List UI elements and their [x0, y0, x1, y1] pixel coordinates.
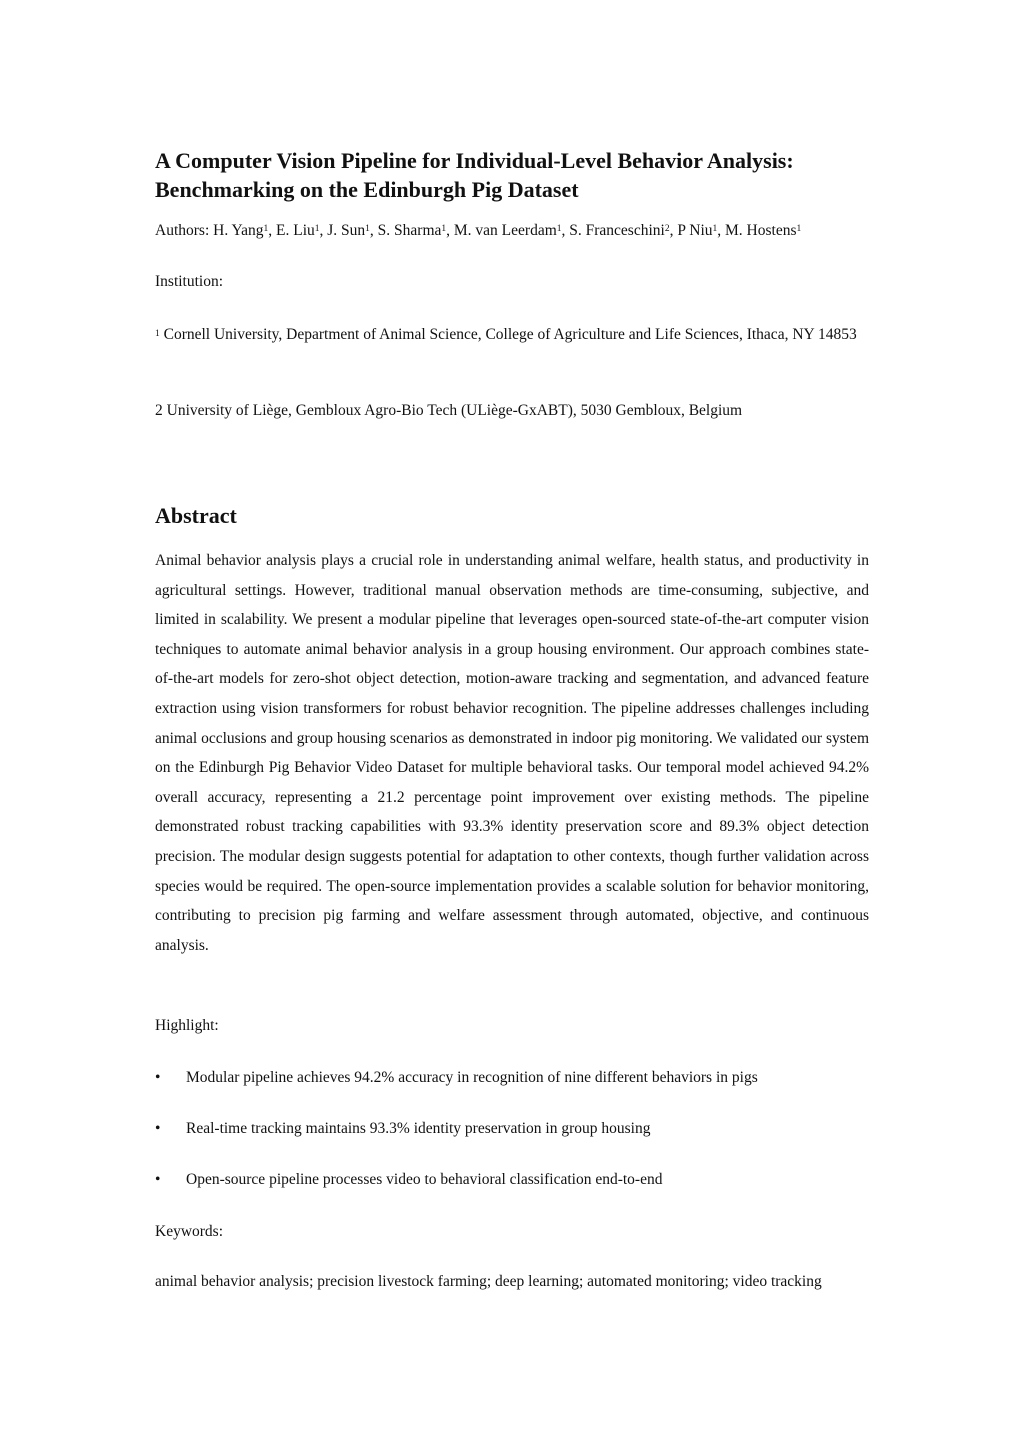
author-list	[155, 220, 895, 242]
author-affiliation-marker: 2	[664, 224, 670, 234]
author-affiliation-marker: 1	[556, 224, 562, 234]
bullet-icon: •	[155, 1120, 161, 1137]
highlight-item	[155, 1067, 869, 1118]
affiliation-1	[155, 320, 869, 350]
author: M. van Leerdam$^1$,	[453, 222, 570, 239]
highlight-text: Modular pipeline achieves 94.2% accuracy in recognition of nine different behaviors in pigs	[186, 1069, 758, 1086]
paper-title	[155, 146, 869, 204]
highlight-text: Real-time tracking maintains 93.3% identity preservation in group housing	[186, 1120, 651, 1137]
author: E. Liu$^1$,	[276, 222, 328, 239]
keywords-text: animal behavior analysis; precision livestock farming; deep learning; automated monitoring; video tracking	[155, 1273, 822, 1290]
highlight-text: Open-source pipeline processes video to behavioral classification end-to-end	[186, 1171, 663, 1188]
paper-page	[155, 0, 869, 1448]
bullet-icon: •	[155, 1171, 161, 1188]
author: J. Sun$^1$,	[327, 222, 378, 239]
author-affiliation-marker: 1	[712, 224, 718, 234]
highlight-item	[155, 1118, 869, 1169]
bullet-icon: •	[155, 1069, 161, 1086]
author-affiliation-marker: 1	[365, 224, 370, 234]
author: M. Hostens$^1$	[725, 222, 802, 239]
author: S. Franceschini$^2$,	[569, 222, 678, 239]
authors-label: Authors:	[155, 222, 210, 239]
author-affiliation-marker: 1	[263, 224, 269, 234]
abstract-text: Animal behavior analysis plays a crucial role in understanding animal welfare, health status, and productivity in agricultural settings. However, traditional manual observation methods are time-consuming, subjective, and limited in scalability. We present a modular pipeline that leverages open-sourced state-of-the-art computer vision techniques to automate animal behavior analysis in a group housing environment. Our approach combines state-of-the-art models for zero-shot object detection, motion-aware tracking and segmentation, and advanced feature extraction using vision transformers for robust behavior recognition. The pipeline addresses challenges including animal occlusions and group housing scenarios as demonstrated in indoor pig monitoring. We validated our system on the Edinburgh Pig Behavior Video Dataset for multiple behavioral tasks. Our temporal model achieved 94.2% overall accuracy, representing a 21.2 percentage point improvement over existing methods. The pipeline demonstrated robust tracking capabilities with 93.3% identity preservation score and 89.3% object detection precision. The modular design suggests potential for adaptation to other contexts, though further validation across species would be required. The open-source implementation provides a scalable solution for behavior monitoring, contributing to precision pig farming and welfare assessment through automated, objective, and continuous analysis.	[155, 552, 869, 954]
author: S. Sharma$^1$,	[377, 222, 454, 239]
keywords-label: Keywords:	[155, 1223, 224, 1240]
paper-title-line-1: A Computer Vision Pipeline for Individual-Level Behavior Analysis:	[155, 148, 794, 173]
paper-title-line-2: Benchmarking on the Edinburgh Pig Dataset	[155, 177, 579, 202]
author-affiliation-marker: 1	[796, 224, 802, 234]
highlights-list	[155, 1067, 869, 1220]
abstract-heading: Abstract	[155, 503, 237, 528]
author-affiliation-marker: 1	[314, 224, 320, 234]
institution-label: Institution:	[155, 273, 224, 290]
affiliation-1-text: Cornell University, Department of Animal Science, College of Agriculture and Life Sciences, Ithaca, NY 14853	[163, 326, 857, 343]
highlight-item	[155, 1169, 869, 1220]
affiliation-1-marker: 1	[155, 329, 160, 339]
affiliation-2: 2 University of Liège, Gembloux Agro-Bio Tech (ULiège-GxABT), 5030 Gembloux, Belgium	[155, 402, 743, 419]
author: P Niu$^1$,	[677, 222, 726, 239]
author: H. Yang$^1$,	[213, 222, 277, 239]
author-affiliation-marker: 1	[441, 224, 447, 234]
highlight-label: Highlight:	[155, 1017, 219, 1034]
